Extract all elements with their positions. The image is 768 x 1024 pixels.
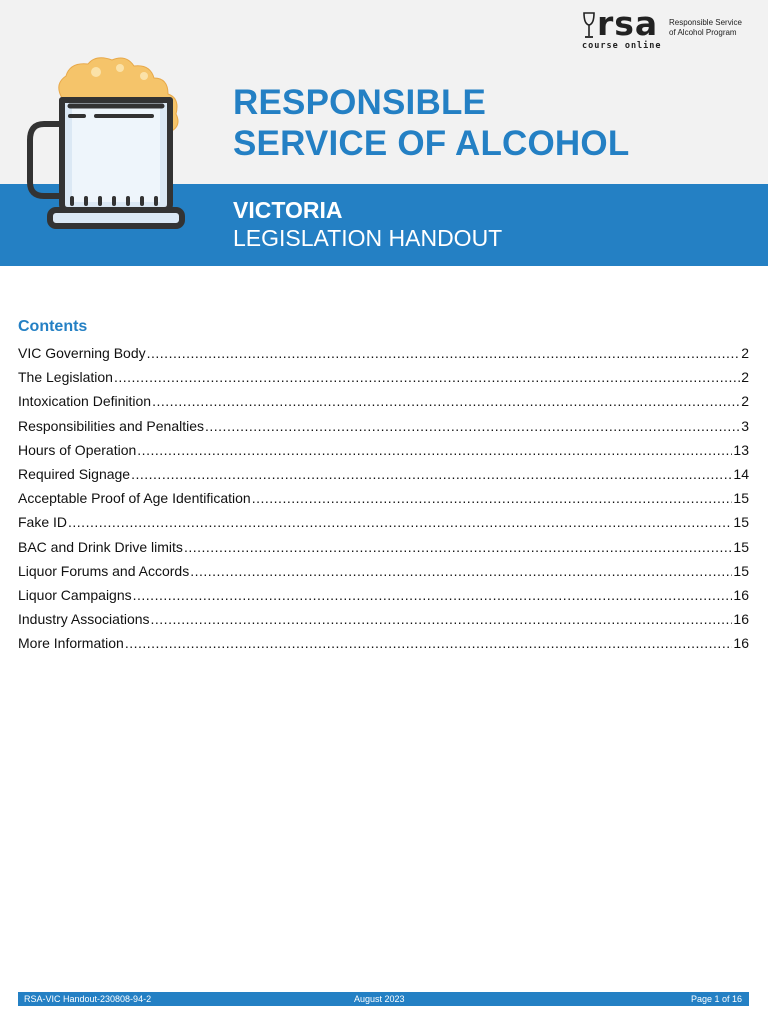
title-line-1: RESPONSIBLE: [233, 83, 487, 122]
toc-item-page: 15: [733, 562, 749, 579]
toc-item-required-signage[interactable]: [18, 462, 749, 486]
toc-item-page: 16: [733, 635, 749, 652]
rsa-logo: [580, 4, 760, 54]
contents-heading: Contents: [18, 318, 88, 335]
wine-glass-icon: [582, 12, 596, 40]
toc-item-label: More Information: [18, 635, 124, 652]
toc-leader-dots: [133, 583, 733, 607]
toc-item-label: Industry Associations: [18, 611, 150, 628]
document-type-subtitle: LEGISLATION HANDOUT: [233, 225, 503, 251]
logo-wordmark: rsa: [597, 4, 659, 43]
toc-item-page: 16: [733, 611, 749, 628]
toc-leader-dots: [147, 341, 741, 365]
table-of-contents: [18, 341, 749, 655]
toc-leader-dots: [184, 535, 732, 559]
toc-leader-dots: [190, 559, 732, 583]
toc-item-label: VIC Governing Body: [18, 345, 146, 361]
toc-item-vic-governing-body[interactable]: [18, 341, 749, 365]
toc-item-page: 15: [733, 538, 749, 555]
toc-item-label: Liquor Campaigns: [18, 586, 132, 603]
toc-item-bac-and-drink-drive[interactable]: [18, 535, 749, 559]
toc-item-intoxication-definition[interactable]: [18, 389, 749, 413]
footer-document-id: RSA-VIC Handout-230808-94-2: [24, 994, 152, 1004]
logo-tagline: course online: [582, 41, 662, 51]
toc-item-page: 13: [733, 441, 749, 458]
toc-item-page: 15: [733, 490, 749, 507]
toc-item-label: Fake ID: [18, 514, 68, 531]
toc-item-label: BAC and Drink Drive limits: [18, 538, 183, 555]
toc-leader-dots: [252, 486, 733, 510]
toc-item-page: 3: [741, 417, 749, 434]
toc-item-industry-associations[interactable]: [18, 607, 749, 631]
toc-leader-dots: [114, 365, 740, 389]
toc-item-liquor-forums[interactable]: [18, 559, 749, 583]
page-footer: [18, 992, 749, 1006]
toc-leader-dots: [131, 462, 732, 486]
toc-item-page: 14: [733, 465, 749, 482]
logo-program-line-2: of Alcohol Program: [669, 28, 737, 37]
toc-leader-dots: [151, 607, 733, 631]
toc-item-label: Responsibilities and Penalties: [18, 417, 204, 434]
toc-item-label: Required Signage: [18, 465, 131, 482]
toc-item-page: 2: [741, 345, 749, 361]
toc-item-more-information[interactable]: [18, 631, 749, 655]
toc-item-liquor-campaigns[interactable]: [18, 583, 749, 607]
state-subtitle: VICTORIA: [233, 197, 343, 223]
title-line-2: SERVICE OF ALCOHOL: [233, 124, 630, 163]
toc-item-page: 2: [741, 393, 749, 410]
beer-mug-icon: [22, 54, 192, 234]
toc-item-the-legislation[interactable]: [18, 365, 749, 389]
toc-leader-dots: [68, 510, 732, 534]
toc-item-label: Liquor Forums and Accords: [18, 562, 190, 579]
footer-page-number: Page 1 of 16: [690, 994, 742, 1004]
toc-item-label: Acceptable Proof of Age Identification: [18, 490, 251, 507]
toc-leader-dots: [152, 389, 740, 413]
logo-program-line-1: Responsible Service: [669, 18, 742, 27]
toc-item-responsibilities-and-penalties[interactable]: [18, 414, 749, 438]
toc-leader-dots: [205, 414, 740, 438]
toc-item-page: 15: [733, 514, 749, 531]
logo-program-name: [669, 18, 764, 38]
toc-item-page: 16: [733, 586, 749, 603]
toc-item-page: 2: [741, 369, 749, 386]
toc-item-proof-of-age[interactable]: [18, 486, 749, 510]
toc-item-fake-id[interactable]: [18, 510, 749, 534]
page-title: [233, 82, 629, 164]
footer-date: August 2023: [354, 994, 405, 1004]
toc-item-label: Hours of Operation: [18, 441, 137, 458]
toc-item-label: Intoxication Definition: [18, 393, 152, 410]
toc-leader-dots: [125, 631, 733, 655]
toc-leader-dots: [137, 438, 732, 462]
toc-item-label: The Legislation: [18, 369, 113, 386]
toc-item-hours-of-operation[interactable]: [18, 438, 749, 462]
